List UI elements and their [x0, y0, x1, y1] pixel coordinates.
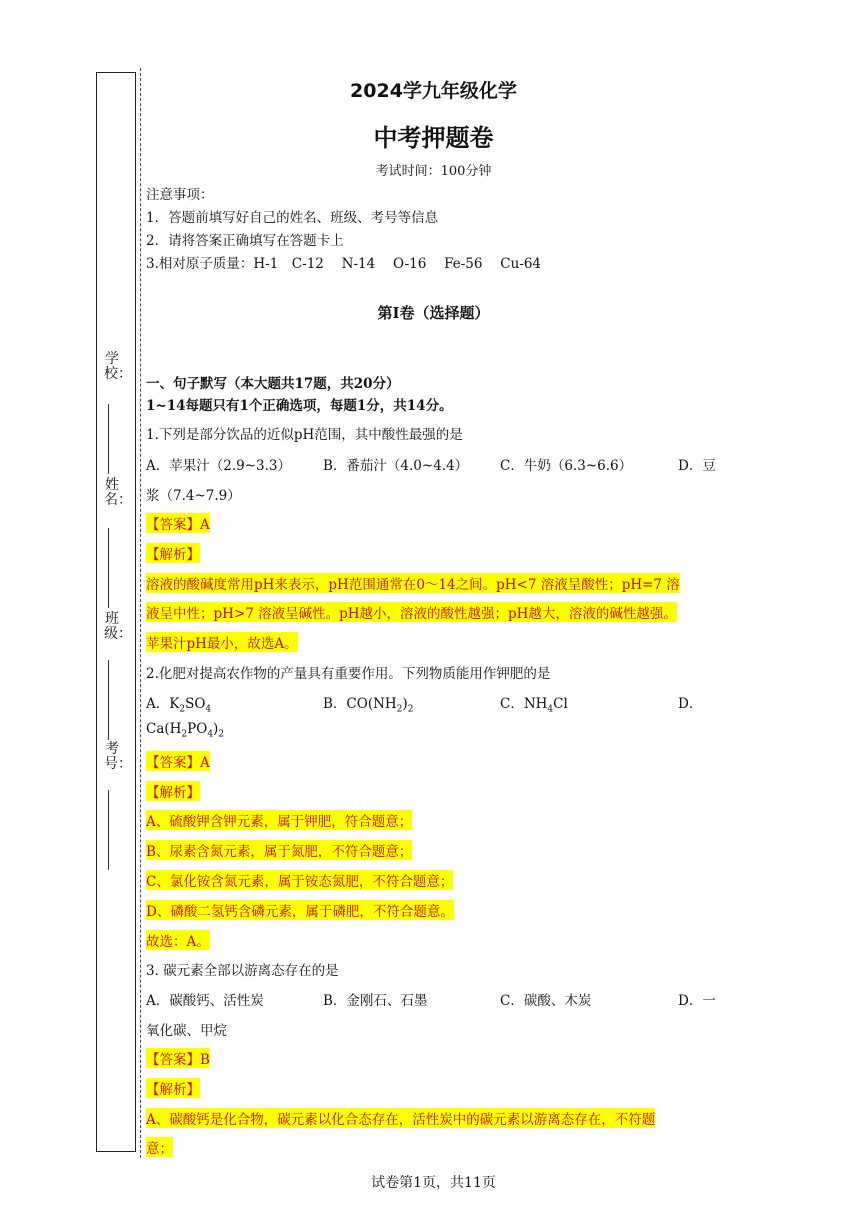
school-label: 学校： [104, 351, 132, 382]
q1-option-d-cont: 浆（7.4~7.9） [146, 488, 241, 504]
q3-stem: 3. 碳元素全部以游离态存在的是 [146, 963, 339, 979]
q3-option-d-cont: 氧化碳、甲烷 [146, 1023, 227, 1039]
q2-explain-5: 故选：A。 [146, 930, 210, 950]
part-heading: 一、句子默写（本大题共17题，共20分） [146, 376, 400, 392]
class-blank [108, 660, 109, 740]
q3-option-a: A．碳酸钙、活性炭 [146, 993, 264, 1009]
cut-line [140, 68, 141, 1158]
q2-answer: 【答案】A [146, 751, 210, 771]
q3-analysis-label: 【解析】 [146, 1078, 200, 1098]
page-footer: 试卷第1页，共11页 [371, 1175, 496, 1191]
q2-option-d: D． [678, 696, 703, 712]
q1-analysis-label: 【解析】 [146, 543, 200, 563]
part-rule: 1~14每题只有1个正确选项，每题1分，共14分。 [146, 398, 453, 414]
examno-label: 考号： [104, 741, 132, 772]
exam-time: 考试时间：100分钟 [375, 164, 492, 179]
q1-option-a: A．苹果汁（2.9~3.3） [146, 458, 291, 474]
q2-analysis-label: 【解析】 [146, 781, 200, 801]
note-1: 1．答题前填写好自己的姓名、班级、考号等信息 [146, 210, 439, 226]
name-label: 姓名： [104, 477, 132, 508]
q3-explain-2: 意； [146, 1137, 173, 1157]
q3-option-d: D．一 [678, 993, 716, 1009]
q3-option-b: B．金刚石、石墨 [323, 993, 428, 1009]
q1-option-c: C．牛奶（6.3~6.6） [500, 458, 633, 474]
q1-option-b: B．番茄汁（4.0~4.4） [323, 458, 469, 474]
q2-explain-4: D、磷酸二氢钙含磷元素，属于磷肥，不符合题意。 [146, 900, 454, 920]
q2-explain-3: C、氯化铵含氮元素，属于铵态氮肥，不符合题意； [146, 870, 453, 890]
q3-option-c: C．碳酸、木炭 [500, 993, 592, 1009]
name-blank [108, 528, 109, 608]
school-blank [108, 404, 109, 474]
q1-explain-3: 苹果汁pH最小，故选A。 [146, 632, 298, 652]
exam-subtitle: 中考押题卷 [373, 124, 494, 152]
q2-option-a: A．$K_2SO_4$ [146, 696, 212, 715]
q2-option-c: C．$NH_4Cl$ [500, 696, 568, 715]
q2-explain-2: B、尿素含氮元素，属于氮肥，不符合题意； [146, 840, 412, 860]
note-3: 3.相对原子质量：H-1 C-12 N-14 O-16 Fe-56 Cu-64 [146, 256, 542, 272]
note-2: 2．请将答案正确填写在答题卡上 [146, 233, 344, 249]
examno-blank [108, 790, 109, 870]
exam-title: 2024学九年级化学 [350, 80, 517, 102]
class-label: 班级： [104, 611, 132, 642]
q2-explain-1: A、硫酸钾含钾元素，属于钾肥，符合题意； [146, 810, 412, 830]
q3-answer: 【答案】B [146, 1048, 210, 1068]
q3-explain-1: A、碳酸钙是化合物，碳元素以化合态存在，活性炭中的碳元素以游离态存在，不符题 [146, 1108, 655, 1128]
q1-answer: 【答案】A [146, 513, 210, 533]
q1-explain-1: 溶液的酸碱度常用pH来表示，pH范围通常在0～14之间。pH<7 溶液呈酸性；pH=7 溶 [146, 573, 680, 593]
q2-stem: 2.化肥对提高农作物的产量具有重要作用。下列物质能用作钾肥的是 [146, 666, 551, 682]
q1-explain-2: 液呈中性；pH>7 溶液呈碱性。pH越小，溶液的酸性越强；pH越大，溶液的碱性越强。 [146, 602, 677, 622]
section-title: 第I卷（选择题） [377, 304, 490, 322]
q2-option-b: B．$CO(NH_2)_2$ [323, 696, 414, 715]
q1-stem: 1.下列是部分饮品的近似pH范围，其中酸性最强的是 [146, 427, 463, 443]
q1-option-d: D．豆 [678, 458, 716, 474]
notes-heading: 注意事项： [146, 187, 214, 203]
q2-option-d-cont: $Ca(H_2PO_4)_2$ [146, 721, 225, 740]
